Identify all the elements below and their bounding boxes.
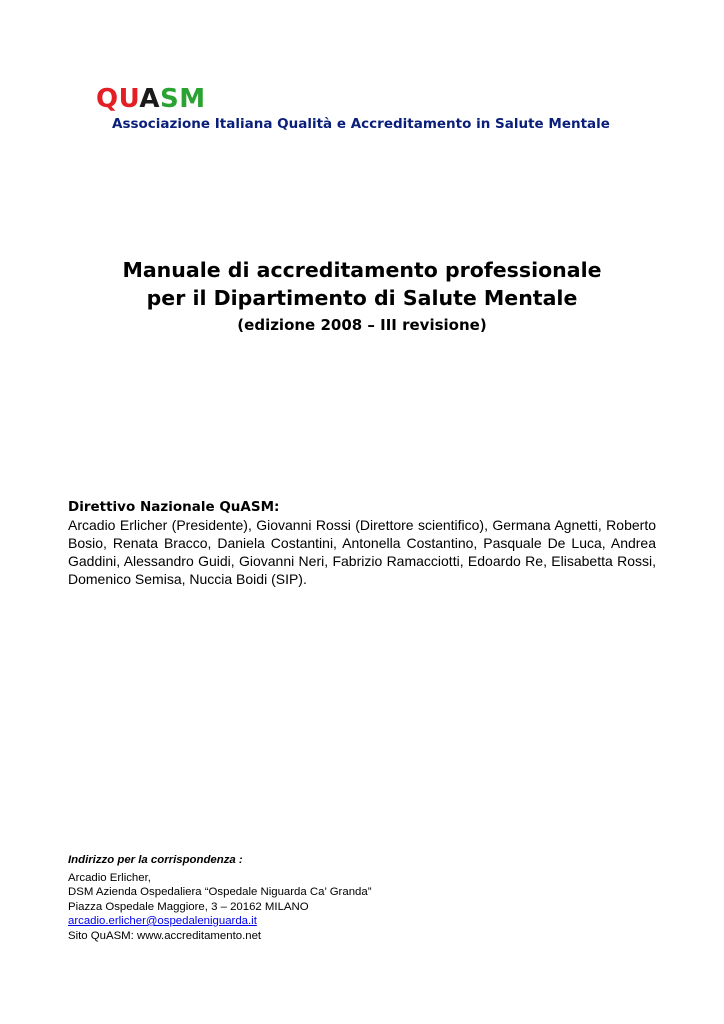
email-link[interactable]: arcadio.erlicher@ospedaleniguarda.it: [68, 915, 257, 927]
correspondence-name: Arcadio Erlicher,: [68, 871, 151, 884]
board-heading: Direttivo Nazionale QuASM:: [68, 499, 280, 515]
board-members-list: Arcadio Erlicher (Presidente), Giovanni Rossi (Direttore scientifico), Germana Agnetti, Roberto Bosio, Renata Bracco, Daniela Costantini, Antonella Costantino, Pasquale De Luca, Andrea Gaddini, Alessandro Guidi, Giovanni Neri, Fabrizio Ramacciotti, Edoardo Re, Elisabetta Rossi, Domenico Semisa, Nuccia Boidi (SIP).: [68, 517, 656, 587]
document-title-line-2: per il Dipartimento di Salute Mentale: [146, 286, 578, 310]
correspondence-institution: DSM Azienda Ospedaliera “Ospedale Niguarda Ca’ Granda”: [68, 886, 372, 898]
website-line: Sito QuASM: www.accreditamento.net: [68, 929, 262, 942]
document-title-line-1: Manuale di accreditamento professionale: [122, 258, 602, 282]
correspondence-street-address: Piazza Ospedale Maggiore, 3 – 20162 MILANO: [68, 900, 309, 913]
quasm-logo: [96, 84, 206, 114]
logo-part-a: A: [139, 84, 161, 114]
correspondence-address: [68, 853, 372, 943]
logo-part-qu: QU: [96, 84, 140, 114]
correspondence-heading: Indirizzo per la corrispondenza :: [68, 854, 243, 866]
organization-name: Associazione Italiana Qualità e Accreditamento in Salute Mentale: [112, 116, 610, 132]
edition-label: (edizione 2008 – III revisione): [237, 316, 487, 334]
title-block: [0, 256, 724, 335]
national-board-section: [68, 498, 656, 588]
logo-part-sm: SM: [160, 84, 206, 114]
